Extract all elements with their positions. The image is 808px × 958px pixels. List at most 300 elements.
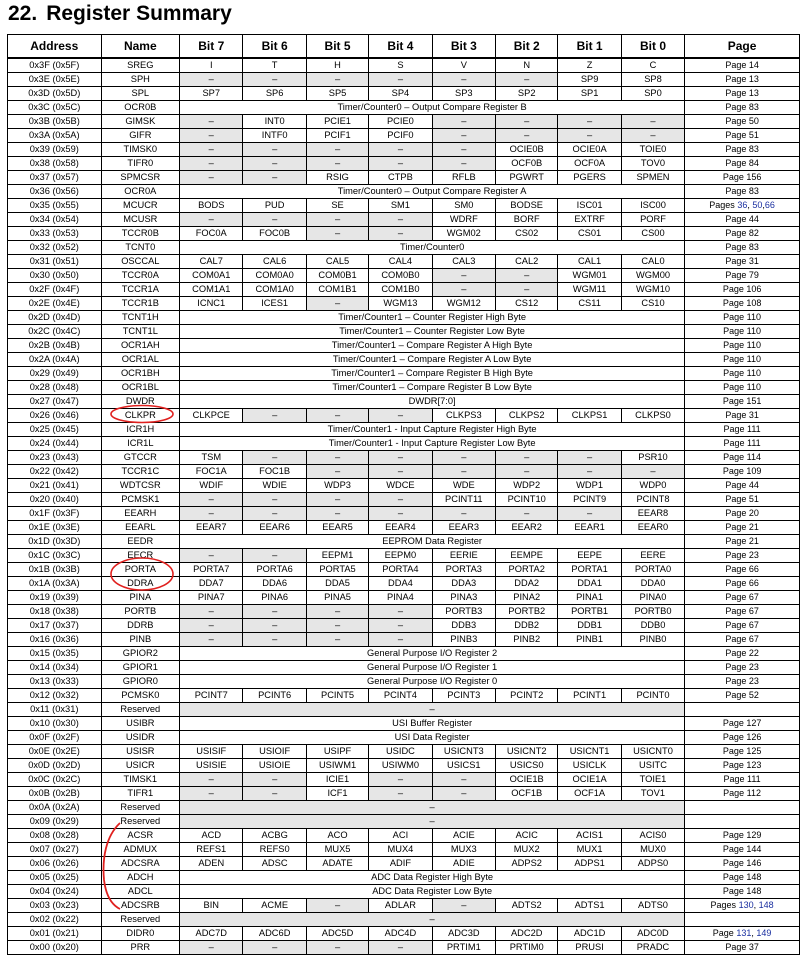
bit-cell: – [180,171,243,185]
bit-cell: – [180,605,243,619]
page-label: Page 67 [725,620,759,631]
page-label: Page 123 [722,760,762,771]
column-header: Bit 2 [496,35,558,59]
address-cell: 0x1F (0x3F) [8,507,102,521]
page-reference-cell [685,213,800,227]
bit-cell: USICNT2 [496,745,558,759]
page-reference-cell [685,157,800,171]
page-link[interactable]: 130 [738,900,754,911]
bit-cell: PRUSI [558,941,621,955]
address-cell: 0x2C (0x4C) [8,325,102,339]
address-cell: 0x23 (0x43) [8,451,102,465]
bit-cell: – [369,143,432,157]
page-label: Page 23 [725,662,759,673]
bit-cell: OCF0B [496,157,558,171]
bit-cell: MUX1 [558,843,621,857]
bit-cell: PCINT0 [621,689,684,703]
page-reference-cell [685,899,800,913]
bit-cell: WDP1 [558,479,621,493]
page-link[interactable]: 149 [756,928,772,939]
page-reference-cell [685,283,800,297]
table-row [8,647,800,661]
bit-cell: – [243,409,306,423]
page-link[interactable]: 131 [736,928,752,939]
register-name-cell: SPL [101,87,179,101]
register-name-cell: OCR1AH [101,339,179,353]
bit-cell: ADSC [243,857,306,871]
bit-cell: REFS0 [243,843,306,857]
column-header: Bit 5 [306,35,368,59]
bit-cell: – [558,507,621,521]
bit-cell: – [180,129,243,143]
bit-cell: – [496,115,558,129]
page-link[interactable]: 36 [737,200,748,211]
bit-cell: – [243,73,306,87]
bit-cell: COM1B0 [369,283,432,297]
bit-cell: TOIE1 [621,773,684,787]
bit-cell: – [306,213,368,227]
page-reference-cell [685,129,800,143]
bit-cell: COM0B0 [369,269,432,283]
bit-cell: – [180,157,243,171]
bit-cell: ADPS2 [496,857,558,871]
page-reference-cell [685,73,800,87]
bit-cell: ACME [243,899,306,913]
bit-cell: WDE [432,479,495,493]
address-cell: 0x15 (0x35) [8,647,102,661]
bit-cell: CTPB [369,171,432,185]
page-label: Page 44 [725,214,759,225]
bit-cell: WGM11 [558,283,621,297]
page-link[interactable]: 148 [758,900,774,911]
address-cell: 0x0B (0x2B) [8,787,102,801]
bit-cell: – [180,73,243,87]
page-label: Page 148 [722,886,762,897]
bit-cell: ISC01 [558,199,621,213]
page-label: Page 109 [722,466,762,477]
register-name-cell: OCR0B [101,101,179,115]
address-cell: 0x09 (0x29) [8,815,102,829]
bit-cell: MUX0 [621,843,684,857]
page-reference-cell [685,843,800,857]
register-name-cell: DIDR0 [101,927,179,941]
bit-cell: – [180,619,243,633]
page-reference-cell [685,143,800,157]
page-reference-cell [685,927,800,941]
page-reference-cell [685,661,800,675]
table-row [8,311,800,325]
page-label: Page 144 [722,844,762,855]
page-reference-cell [685,773,800,787]
bit-cell: FOC0B [243,227,306,241]
bit-cell: – [369,409,432,423]
bit-cell: PCINT6 [243,689,306,703]
register-name-cell: EEDR [101,535,179,549]
page-label: Page 110 [723,382,762,393]
bit-cell: PORTB3 [432,605,495,619]
bit-cell: – [243,143,306,157]
bit-cell: RSIG [306,171,368,185]
register-name-cell: DWDR [101,395,179,409]
bit-cell: PCINT5 [306,689,368,703]
bit-cell: WGM00 [621,269,684,283]
table-row [8,843,800,857]
register-name-cell: TCNT1H [101,311,179,325]
page-reference-cell [685,577,800,591]
table-body [8,58,800,955]
page-label: Page 114 [723,452,762,463]
register-name-cell: EEARL [101,521,179,535]
address-cell: 0x31 (0x51) [8,255,102,269]
bit-cell: – [496,73,558,87]
address-cell: 0x3E (0x5E) [8,73,102,87]
bit-cell: EEAR6 [243,521,306,535]
bit-cell: PINA1 [558,591,621,605]
bit-cell: PGWRT [496,171,558,185]
register-name-cell: PORTA [101,563,179,577]
bit-cell: OCF1A [558,787,621,801]
bit-cell: INT0 [243,115,306,129]
bit-cell: – [180,773,243,787]
address-cell: 0x3D (0x5D) [8,87,102,101]
address-cell: 0x2E (0x4E) [8,297,102,311]
bit-cell: – [432,129,495,143]
bit-cell: WGM01 [558,269,621,283]
register-description-cell: EEPROM Data Register [180,535,685,549]
address-cell: 0x2D (0x4D) [8,311,102,325]
register-description-cell: Timer/Counter1 – Counter Register Low Byte [180,325,685,339]
table-row [8,857,800,871]
page-label: Page 51 [725,130,759,141]
page-label: Page 51 [725,494,759,505]
register-name-cell: OCR1AL [101,353,179,367]
bit-cell: H [306,58,368,73]
table-row [8,143,800,157]
bit-cell: DDB2 [496,619,558,633]
page-label: Page 111 [723,774,761,785]
register-name-cell: PCMSK0 [101,689,179,703]
bit-cell: T [243,58,306,73]
register-name-cell: DDRB [101,619,179,633]
page-label: Page 20 [725,508,759,519]
register-name-cell: OCR1BL [101,381,179,395]
table-row [8,255,800,269]
table-row [8,591,800,605]
register-name-cell: GIMSK [101,115,179,129]
reserved-span-cell: – [180,815,685,829]
page-reference-cell [685,115,800,129]
bit-cell: PINA5 [306,591,368,605]
bit-cell: EEPM1 [306,549,368,563]
bit-cell: – [180,115,243,129]
bit-cell: – [432,773,495,787]
bit-cell: MUX3 [432,843,495,857]
table-row [8,451,800,465]
column-header: Bit 3 [432,35,495,59]
register-name-cell: OSCCAL [101,255,179,269]
register-name-cell: ADCSRA [101,857,179,871]
bit-cell: SPMEN [621,171,684,185]
register-name-cell: ACSR [101,829,179,843]
bit-cell: – [306,451,368,465]
page-reference-cell [685,521,800,535]
register-description-cell: General Purpose I/O Register 0 [180,675,685,689]
bit-cell: DDB1 [558,619,621,633]
table-row [8,353,800,367]
bit-cell: CLKPS3 [432,409,495,423]
bit-cell: – [306,227,368,241]
register-description-cell: Timer/Counter0 [180,241,685,255]
page-label: Page 21 [725,522,759,533]
register-name-cell: GPIOR2 [101,647,179,661]
table-row [8,395,800,409]
section-number: 22. [8,2,38,25]
address-cell: 0x07 (0x27) [8,843,102,857]
page-reference-cell [685,87,800,101]
bit-cell: – [432,115,495,129]
table-row [8,269,800,283]
page-label: Page 83 [725,242,759,253]
bit-cell: CLKPCE [180,409,243,423]
bit-cell: EEPM0 [369,549,432,563]
bit-cell: DDA4 [369,577,432,591]
bit-cell: PUD [243,199,306,213]
register-name-cell: USIBR [101,717,179,731]
bit-cell: – [369,787,432,801]
bit-cell: – [243,171,306,185]
bit-cell: WDCE [369,479,432,493]
address-cell: 0x0F (0x2F) [8,731,102,745]
address-cell: 0x2A (0x4A) [8,353,102,367]
bit-cell: PINB3 [432,633,495,647]
table-row [8,171,800,185]
page-label: Page 79 [725,270,759,281]
address-cell: 0x34 (0x54) [8,213,102,227]
register-name-cell: OCR1BH [101,367,179,381]
bit-cell: – [621,465,684,479]
address-cell: 0x02 (0x22) [8,913,102,927]
bit-cell: PCINT8 [621,493,684,507]
bit-cell: CAL3 [432,255,495,269]
bit-cell: ADEN [180,857,243,871]
page-label: Page 52 [725,690,759,701]
page-label: Page 13 [725,74,759,85]
bit-cell: – [558,465,621,479]
register-name-cell: GPIOR0 [101,675,179,689]
bit-cell: – [496,283,558,297]
address-cell: 0x0E (0x2E) [8,745,102,759]
bit-cell: – [369,773,432,787]
bit-cell: – [369,941,432,955]
bit-cell: RFLB [432,171,495,185]
register-name-cell: TCNT0 [101,241,179,255]
bit-cell: – [243,157,306,171]
address-cell: 0x11 (0x31) [8,703,102,717]
bit-cell: PRADC [621,941,684,955]
bit-cell: WDP3 [306,479,368,493]
address-cell: 0x04 (0x24) [8,885,102,899]
bit-cell: WDRF [432,213,495,227]
bit-cell: – [243,507,306,521]
page-reference-cell [685,395,800,409]
table-row [8,885,800,899]
table-row [8,661,800,675]
bit-cell: ACIE [432,829,495,843]
register-description-cell: Timer/Counter1 – Counter Register High Byte [180,311,685,325]
bit-cell: PRTIM1 [432,941,495,955]
register-name-cell: PORTB [101,605,179,619]
page-label: Page 67 [725,634,759,645]
bit-cell: – [496,269,558,283]
bit-cell: – [306,493,368,507]
bit-cell: USIOIF [243,745,306,759]
bit-cell: PCINT2 [496,689,558,703]
bit-cell: EEAR3 [432,521,495,535]
bit-cell: COM0B1 [306,269,368,283]
bit-cell: PSR10 [621,451,684,465]
bit-cell: – [306,941,368,955]
bit-cell: SP3 [432,87,495,101]
bit-cell: SP5 [306,87,368,101]
table-row [8,87,800,101]
register-name-cell: ICR1H [101,423,179,437]
bit-cell: PINB1 [558,633,621,647]
register-name-cell: TCCR0A [101,269,179,283]
page-label: Page 148 [722,872,762,883]
table-row [8,675,800,689]
bit-cell: PORTA6 [243,563,306,577]
table-row [8,731,800,745]
table-row [8,535,800,549]
bit-cell: USITC [621,759,684,773]
bit-cell: BORF [496,213,558,227]
bit-cell: ADIE [432,857,495,871]
bit-cell: PORTA2 [496,563,558,577]
page-label: Page 84 [725,158,759,169]
bit-cell: – [180,633,243,647]
table-row [8,787,800,801]
bit-cell: USIPF [306,745,368,759]
page-label: Page 37 [725,942,759,953]
bit-cell: C [621,58,684,73]
bit-cell: OCIE0A [558,143,621,157]
bit-cell: USICNT1 [558,745,621,759]
register-name-cell: ADCL [101,885,179,899]
table-row [8,927,800,941]
page-label: Page 111 [723,424,761,435]
bit-cell: – [432,283,495,297]
table-row [8,227,800,241]
bit-cell: ICNC1 [180,297,243,311]
bit-cell: – [432,451,495,465]
table-row [8,829,800,843]
register-description-cell: ADC Data Register High Byte [180,871,685,885]
page-label: Page 156 [722,172,762,183]
page-reference-cell [685,591,800,605]
page-label: Page 66 [725,578,759,589]
bit-cell: PINA2 [496,591,558,605]
page-reference-cell [685,451,800,465]
column-header: Bit 6 [243,35,306,59]
page-reference-cell [685,255,800,269]
bit-cell: – [621,115,684,129]
bit-cell: COM0A1 [180,269,243,283]
bit-cell: – [369,451,432,465]
address-cell: 0x24 (0x44) [8,437,102,451]
bit-cell: V [432,58,495,73]
address-cell: 0x2B (0x4B) [8,339,102,353]
bit-cell: USICS0 [496,759,558,773]
bit-cell: CAL1 [558,255,621,269]
bit-cell: CAL7 [180,255,243,269]
register-name-cell: PRR [101,941,179,955]
bit-cell: – [369,213,432,227]
page-label: Page 50 [725,116,759,127]
bit-cell: CLKPS1 [558,409,621,423]
page-reference-cell [685,633,800,647]
bit-cell: – [180,143,243,157]
page-reference-cell [685,171,800,185]
page-reference-cell [685,381,800,395]
page-label: Page 44 [725,480,759,491]
bit-cell: – [369,507,432,521]
bit-cell: ACIS1 [558,829,621,843]
page-label: Page 14 [725,60,759,71]
bit-cell: EXTRF [558,213,621,227]
page-reference-cell [685,787,800,801]
page-label: Page 67 [725,592,759,603]
bit-cell: ICES1 [243,297,306,311]
bit-cell: – [558,115,621,129]
page-label: Pages [710,900,739,911]
page-label: Page 67 [725,606,759,617]
bit-cell: ADPS0 [621,857,684,871]
bit-cell: WDIE [243,479,306,493]
bit-cell: ADC6D [243,927,306,941]
bit-cell: WDIF [180,479,243,493]
page-reference-cell [685,325,800,339]
page-link[interactable]: 50 [752,200,763,211]
page-reference-cell [685,871,800,885]
page-label: Page 83 [725,102,759,113]
bit-cell: ACD [180,829,243,843]
bit-cell: MUX5 [306,843,368,857]
bit-cell: WGM02 [432,227,495,241]
page-reference-cell [685,227,800,241]
bit-cell: PINA0 [621,591,684,605]
bit-cell: – [369,73,432,87]
bit-cell: ADTS0 [621,899,684,913]
bit-cell: PCIE1 [306,115,368,129]
bit-cell: – [243,787,306,801]
page-link[interactable]: 66 [764,200,775,211]
bit-cell: DDA3 [432,577,495,591]
table-row [8,773,800,787]
bit-cell: FOC1A [180,465,243,479]
page-reference-cell [685,605,800,619]
table-row [8,465,800,479]
page-reference-cell [685,675,800,689]
bit-cell: OCIE1B [496,773,558,787]
page-reference-cell [685,353,800,367]
register-description-cell: General Purpose I/O Register 2 [180,647,685,661]
page-reference-cell [685,563,800,577]
bit-cell: ISC00 [621,199,684,213]
page-reference-cell [685,619,800,633]
page-reference-cell [685,367,800,381]
table-row [8,437,800,451]
bit-cell: – [306,633,368,647]
